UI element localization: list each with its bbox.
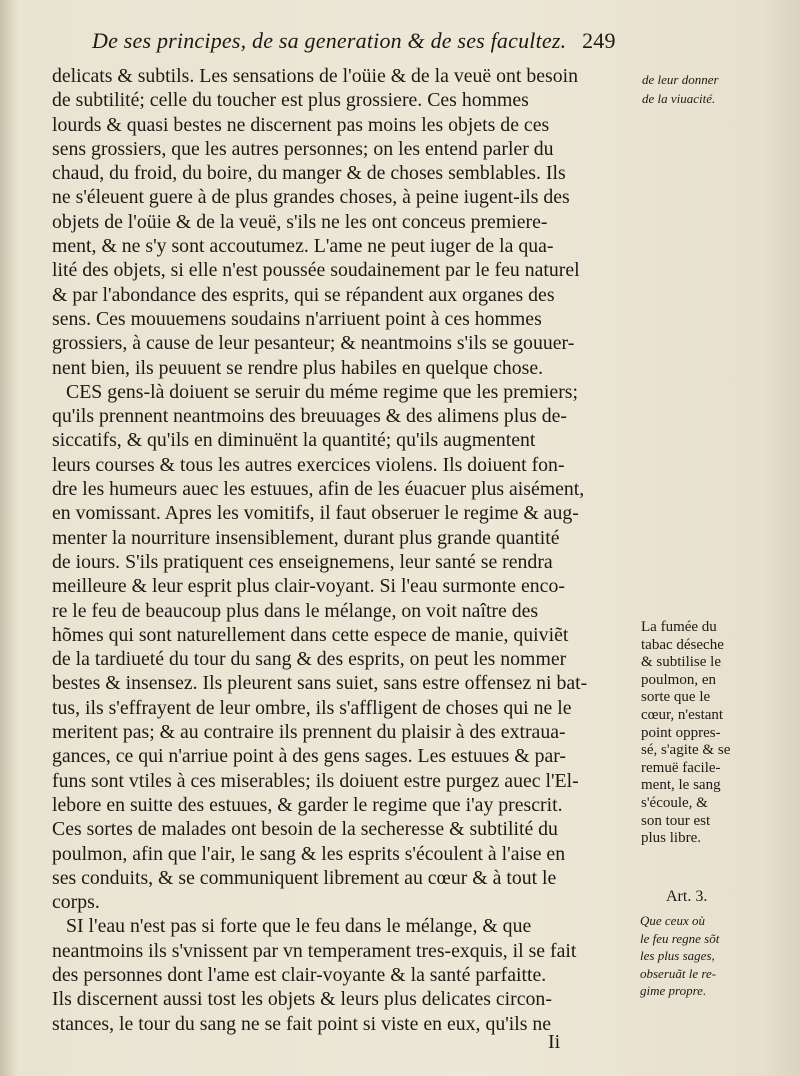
margin-note-vivacity bbox=[642, 70, 719, 108]
text-line: en vomissant. Apres les vomitifs, il faut obseruer le regime & aug- bbox=[52, 502, 579, 525]
text-line: menter la nourriture insensiblement, durant plus grande quantité bbox=[52, 526, 560, 549]
text-line: hõmes qui sont naturellement dans cette espece de manie, quiviẽt bbox=[52, 623, 569, 646]
text-line: ment, & ne s'y sont accoutumez. L'ame ne peut iuger de la qua- bbox=[52, 235, 554, 258]
margin-note-tobacco bbox=[641, 619, 781, 848]
margin-note-line: gime propre. bbox=[640, 983, 707, 998]
margin-note-line: sé, s'agite & se bbox=[641, 742, 731, 759]
main-text-block bbox=[52, 64, 640, 1036]
margin-note-line: Que ceux où bbox=[640, 913, 705, 928]
text-line: lité des objets, si elle n'est poussée soudainement par le feu naturel bbox=[52, 259, 580, 282]
margin-note-line: poulmon, en bbox=[641, 671, 716, 688]
text-line: objets de l'oüie & de la veuë, s'ils ne les ont conceus premiere- bbox=[52, 210, 548, 233]
margin-note-article-3 bbox=[640, 912, 790, 1000]
text-line: neantmoins ils s'vnissent par vn temperament tres-exquis, il se fait bbox=[52, 939, 577, 962]
text-line: funs sont vtiles à ces miserables; ils doiuent estre purgez auec l'El- bbox=[52, 769, 579, 792]
margin-note-line: son tour est bbox=[641, 812, 711, 829]
text-line: lebore en suitte des estuues, & garder le regime que i'ay prescrit. bbox=[52, 793, 563, 816]
text-line: sens grossiers, que les autres personnes; on les entend parler du bbox=[52, 137, 554, 160]
margin-note-line: La fumée du bbox=[641, 619, 717, 635]
margin-note-line: de leur donner bbox=[642, 72, 719, 87]
text-line: & par l'abondance des esprits, qui se répandent aux organes des bbox=[52, 283, 555, 306]
text-line: meritent pas; & au contraire ils prennent du plaisir à des extraua- bbox=[52, 721, 566, 744]
text-line: meilleure & leur esprit plus clair-voyant. Si l'eau surmonte enco- bbox=[52, 575, 565, 598]
margin-note-line: cœur, n'estant bbox=[641, 706, 724, 723]
text-line: corps. bbox=[52, 891, 100, 914]
text-line: qu'ils prennent neantmoins des breuuages & des alimens plus de- bbox=[52, 405, 568, 428]
text-line: delicats & subtils. Les sensations de l'oüie & de la veuë ont besoin bbox=[52, 65, 579, 87]
text-line: de subtilité; celle du toucher est plus grossiere. Ces hommes bbox=[52, 89, 529, 112]
text-line: lourds & quasi bestes ne discernent pas moins les objets de ces bbox=[52, 113, 550, 136]
text-line: de iours. S'ils pratiquent ces enseignemens, leur santé se rendra bbox=[52, 550, 553, 573]
text-line: ne s'éleuent guere à de plus grandes choses, à peine iugent-ils des bbox=[52, 186, 570, 209]
text-line: Ils discernent aussi tost les objets & leurs plus delicates circon- bbox=[52, 988, 552, 1011]
signature-mark: Ii bbox=[548, 1031, 561, 1053]
text-line: bestes & insensez. Ils pleurent sans suiet, sans estre offensez ni bat- bbox=[52, 672, 588, 695]
text-line: dre les humeurs auec les estuues, afin de les éuacuer plus aisément, bbox=[52, 478, 585, 501]
text-line: SI l'eau n'est pas si forte que le feu dans le mélange, & que bbox=[66, 915, 532, 938]
margin-note-line: ment, le sang bbox=[641, 777, 721, 794]
text-line: gances, ce qui n'arriue point à des gens sages. Les estuues & par- bbox=[52, 745, 567, 768]
text-line: re le feu de beaucoup plus dans le mélange, on voit naître des bbox=[52, 599, 539, 622]
text-line: Ces sortes de malades ont besoin de la secheresse & subtilité du bbox=[52, 818, 558, 841]
text-line: leurs courses & tous les autres exercices violens. Ils doiuent fon- bbox=[52, 453, 565, 476]
text-line: poulmon, afin que l'air, le sang & les esprits s'écoulent à l'aise en bbox=[52, 842, 566, 865]
running-title: De ses principes, de sa generation & de ses facultez. bbox=[92, 28, 567, 53]
margin-note-line: les plus sages, bbox=[640, 948, 715, 963]
text-line: chaud, du froid, du boire, du manger & de choses semblables. Ils bbox=[52, 162, 566, 185]
margin-note-line: de la viuacité. bbox=[642, 91, 716, 106]
text-line: nent bien, ils peuuent se rendre plus habiles en quelque chose. bbox=[52, 356, 544, 379]
margin-note-line: tabac déseche bbox=[641, 636, 724, 653]
text-line: ses conduits, & se communiquent librement au cœur & à tout le bbox=[52, 866, 557, 889]
text-line: stances, le tour du sang ne se fait point si viste en eux, qu'ils ne bbox=[52, 1012, 552, 1035]
margin-note-line: plus libre. bbox=[641, 830, 701, 847]
text-line: siccatifs, & qu'ils en diminuënt la quantité; qu'ils augmentent bbox=[52, 429, 536, 452]
margin-note-line: point oppres- bbox=[641, 724, 721, 741]
page-number: 249 bbox=[582, 28, 616, 53]
text-line: tus, ils s'effrayent de leur ombre, ils s'affligent de choses qui ne le bbox=[52, 696, 572, 719]
article-label: Art. 3. bbox=[666, 888, 708, 905]
margin-note-line: s'écoule, & bbox=[641, 794, 708, 811]
margin-note-line: le feu regne sõt bbox=[640, 930, 720, 946]
text-line: sens. Ces mouuemens soudains n'arriuent point à ces hommes bbox=[52, 307, 542, 330]
running-header bbox=[92, 28, 652, 54]
margin-note-line: remuë facile- bbox=[641, 759, 721, 776]
text-line: CES gens-là doiuent se seruir du méme regime que les premiers; bbox=[66, 380, 578, 403]
text-line: des personnes dont l'ame est clair-voyante & la santé parfaitte. bbox=[52, 963, 547, 986]
margin-note-line: sorte que le bbox=[641, 689, 711, 706]
margin-note-line: obseruãt le re- bbox=[640, 965, 717, 981]
text-line: grossiers, à cause de leur pesanteur; & neantmoins s'ils se gouuer- bbox=[52, 332, 575, 355]
text-line: de la tardiueté du tour du sang & des esprits, on peut les nommer bbox=[52, 648, 567, 671]
margin-note-line: & subtilise le bbox=[641, 654, 721, 671]
